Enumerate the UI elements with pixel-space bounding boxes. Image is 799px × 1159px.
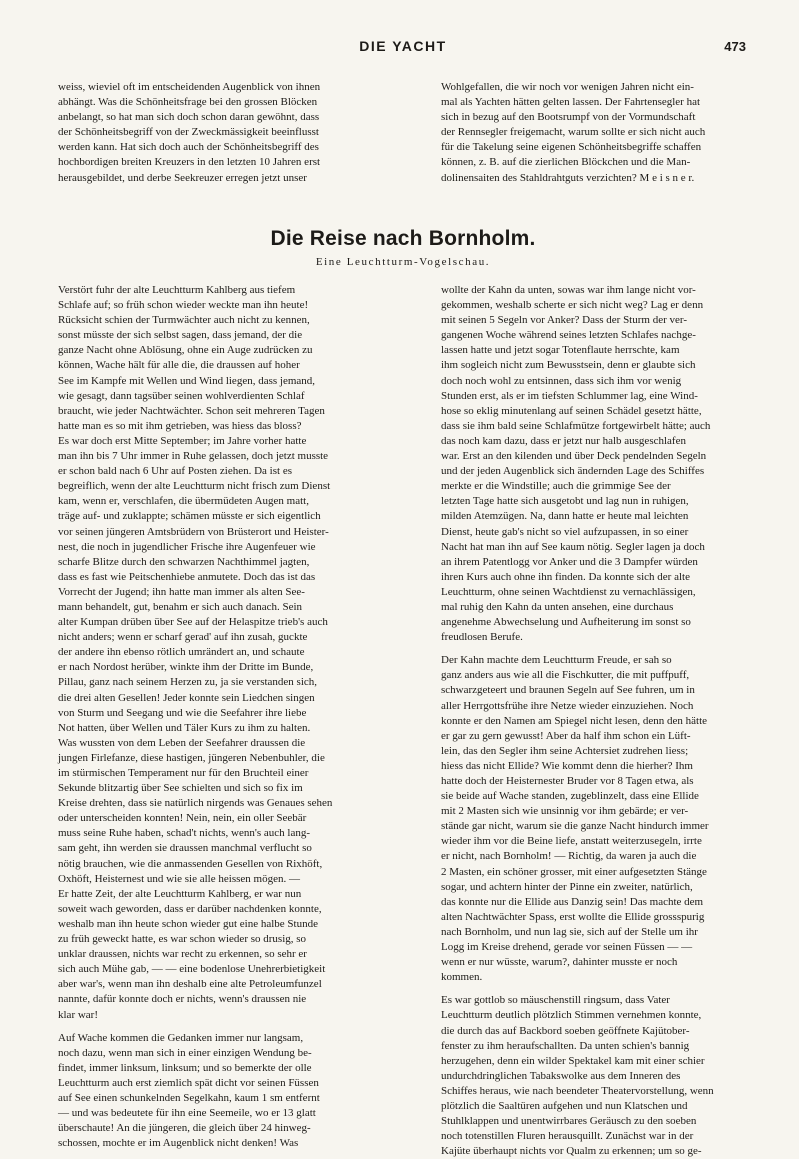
text-line: soweit wach geworden, dass er darüber nachdenken konnte, <box>58 902 322 915</box>
text-line: Leuchtturm, ohne seinen Wachtdienst zu vernachlässigen, <box>441 585 696 598</box>
text-line: hochbordigen breiten Kreuzers in den letzten 10 Jahren erst <box>58 156 321 169</box>
text-line: Sekunde blitzartig über See schielten und sich so fix im <box>58 782 303 795</box>
text-line: das konnte nur die Ellide aus Danzig sein! Das machte dem <box>441 895 704 908</box>
text-line: Stunden erst, als er im tiefsten Schlummer lag, eine Wind- <box>441 389 698 402</box>
text-line: milden Atemzügen. Na, dann hatte er heute mal leichten <box>441 510 689 523</box>
text-line: das noch kam dazu, dass er jetzt nur halb ausgeschlafen <box>441 434 686 447</box>
text-line: werden kann. Hat sich doch auch der Schönheitsbegriff des <box>58 141 319 154</box>
running-title: DIE YACHT <box>359 38 447 54</box>
text-line: kommen. <box>441 971 483 984</box>
text-line: lassen hatte und jetzt sogar Totenflaute herrschte, kam <box>441 344 680 357</box>
text-line: ihren Kurs auch ohne ihn finden. Da konnte sich der alte <box>441 570 690 583</box>
text-line: für die Takelung seine eigenen Schönheitsbegriffe schaffen <box>441 141 702 154</box>
paragraph-gap <box>58 1023 382 1031</box>
text-line: scharfe Blitze durch den schwarzen Nachthimmel jagten, <box>58 555 310 568</box>
text-line: Logg im Kreise drehend, gerade vor seinen Füssen — — <box>441 941 693 954</box>
text-line: träge auf- und zuklappte; schämen müsste er sich eigentlich <box>58 510 321 523</box>
text-line: mit seinen 5 Segeln vor Anker? Dass der Sturm der ver- <box>441 314 687 327</box>
text-line: wollte der Kahn da unten, sowas war ihm lange nicht vor- <box>441 284 696 296</box>
text-line: ganz anders aus wie all die Fischkutter, die mit puffpuff, <box>441 669 690 682</box>
text-line: herausgebildet, und derbe Seekreuzer erregen jetzt unser <box>58 171 307 184</box>
text-line: aber war's, wenn man ihn deshalb eine alte Petroleumfunzel <box>58 978 322 991</box>
text-line: jungen Firlefanze, diese hastigen, jüngeren Nebenbuhler, die <box>58 751 325 764</box>
text-line: nest, die noch in jugendlicher Frische ihre Augenfeuer wie <box>58 540 316 553</box>
text-line: aller Herrgottsfrühe ihre Netze wieder einzuziehen. Noch <box>441 699 694 712</box>
text-line: Kajüte überhaupt nichts vor Qualm zu erkennen; um so ge- <box>441 1145 702 1158</box>
text-line: er gar zu gern gewusst! Aber da half ihm schon ein Lüft- <box>441 729 691 742</box>
text-line: sich in bezug auf den Bootsrumpf von der Vormundschaft <box>441 111 696 124</box>
article-right-column <box>441 283 748 1159</box>
text-line: abhängt. Was die Schönheitsfrage bei den grossen Blöcken <box>58 96 318 109</box>
text-line: dass sie ihm bald seine Schlafmütze fortgewirbelt hätte; auch <box>441 419 711 432</box>
text-line: noch totenstillen Fluren herausquillt. Zunächst war in der <box>441 1130 694 1143</box>
magazine-page <box>58 36 748 1158</box>
text-line: merkte er die Windstille; auch die grimmige See der <box>441 480 671 493</box>
text-line: man ihn bis 7 Uhr immer in Ruhe gelassen, doch jetzt musste <box>58 450 329 463</box>
text-line: ihm sogleich nicht zum Bewusstsein, denn er glaubte sich <box>441 359 696 372</box>
text-line: oder unterscheiden konnten! Nein, nein, ein oller Seebär <box>58 812 307 825</box>
text-line: wieder ihm vor die Beine liefe, anstatt weiterzusegeln, irrte <box>441 835 702 848</box>
text-line: Nacht hat man ihn auf See kaum nötig. Segler lagen ja doch <box>441 540 705 553</box>
text-line: Leuchtturm deutlich plötzlich Stimmen vernehmen konnte, <box>441 1009 702 1022</box>
text-line: wie gesagt, dann tagsüber seinen wohlverdienten Schlaf <box>58 389 305 402</box>
text-line: Auf Wache kommen die Gedanken immer nur langsam, <box>58 1031 304 1044</box>
text-line: können, z. B. auf die zierlichen Blöckchen und die Man- <box>441 156 691 169</box>
text-line: herzugehen, denn ein wilder Spektakel kam mit einer schier <box>441 1054 705 1067</box>
text-line: muss seine Ruhe haben, schad't nichts, wenn's auch lang- <box>58 827 311 840</box>
text-line: kam, wenn er, verschlafen, die übermüdeten Augen matt, <box>58 495 309 508</box>
text-line: — und was bedeutete für ihn eine Seemeile, wo er 13 glatt <box>58 1107 316 1120</box>
text-line: konnte er den Namen am Spiegel nicht lesen, denn den hätte <box>441 714 708 727</box>
text-line: sonst müsste der sich selbst sagen, dass jemand, der die <box>58 329 303 342</box>
text-line: stände gar nicht, warum sie die ganze Nacht hindurch immer <box>441 820 709 833</box>
text-line: die drei alten Gesellen! Jeder konnte sein Liedchen singen <box>58 691 315 704</box>
text-line: gekommen, weshalb scherte er sich nicht weg? Lag er denn <box>441 299 704 312</box>
text-line: findet, immer linksum, linksum; und so bemerkte der olle <box>58 1061 312 1074</box>
text-line: nannte, dafür konnte doch er nichts, wenn's draussen nie <box>58 993 307 1006</box>
text-line: unklar draussen, nichts war recht zu erkennen, so sehr er <box>58 948 307 961</box>
text-line: Pillau, ganz nach seinem Herzen zu, ja sie verstanden sich, <box>58 676 318 689</box>
text-line: überschaute! An die jüngeren, die gleich über 24 hinweg- <box>58 1122 311 1135</box>
text-line: Kreise drehten, dass sie natürlich nirgends was Genaues sehen <box>58 797 333 810</box>
text-line: mann behandelt, gut, benahm er sich auch danach. Sein <box>58 600 303 613</box>
previous-article-right-column <box>441 80 748 186</box>
text-line: weshalb man ihn heute schon wieder gut eine halbe Stunde <box>58 917 318 930</box>
text-line: können, Wache hält für alle die, die draussen auf hoher <box>58 359 300 372</box>
text-line: sam geht, ihn werden sie draussen manchmal verflucht so <box>58 842 312 855</box>
text-line: nicht anders; wenn er scharf gerad' auf ihn zusah, guckte <box>58 631 308 644</box>
text-line: anbelangt, so hat man sich doch schon daran gewöhnt, dass <box>58 111 320 124</box>
text-line: begreiflich, wenn der alte Leuchtturm nicht frisch zum Dienst <box>58 480 331 493</box>
text-line: nötig brauchen, wie die anmassenden Gesellen von Rixhöft, <box>58 857 323 870</box>
text-line: sich auch Mühe gab, — — eine bodenlose Unehrerbietigkeit <box>58 963 326 976</box>
text-line: hatte man es so mit ihm getrieben, was hiess das bloss? <box>58 419 302 432</box>
text-line: fenster zu ihm heraufschallten. Da unten schien's bannig <box>441 1039 690 1052</box>
text-line: der Schönheitsbegriff von der Zweckmässigkeit beeinflusst <box>58 126 319 139</box>
text-line: alter Kumpan drüben über See auf der Helaspitze trieb's auch <box>58 616 328 629</box>
text-line: Schlafe auf; so früh schon wieder weckte man ihn heute! <box>58 299 309 312</box>
paragraph-gap <box>441 985 748 993</box>
text-line: er nach Nordost herüber, winkte ihm der Dritte im Bunde, <box>58 661 314 674</box>
text-line: Not hatten, über Wellen und Täler Kurs zu ihm zu halten. <box>58 721 311 734</box>
text-line: 2 Masten, ein schöner grosser, mit einer aufgesetzten Stänge <box>441 865 707 878</box>
text-line: zu früh geweckt hatte, es war schon wieder so drusig, so <box>58 933 307 946</box>
text-line: ganze Nacht ohne Ablösung, ohne ein Auge zudrücken zu <box>58 344 313 357</box>
text-line: sie beide auf Wache standen, zugeblinzelt, dass eine Ellide <box>441 790 699 803</box>
text-line: hose so eklig minutenlang auf seinen Schädel gesetzt hätte, <box>441 404 702 417</box>
text-line: gangenen Woche während seines letzten Schlafes nachge- <box>441 329 696 342</box>
text-line: dolinensaiten des Stahldrahtguts verzichten? M e i s n e r. <box>441 171 695 184</box>
text-line: Rücksicht schien der Turmwächter auch nicht zu kennen, <box>58 314 310 327</box>
text-line: sogar, und achtern hinter der Pinne ein zweiter, natürlich, <box>441 880 693 893</box>
text-line: undurchdringlichen Tabakswolke aus dem Inneren des <box>441 1069 681 1082</box>
text-line: die durch das auf Backbord soeben geöffnete Kajütober- <box>441 1024 690 1037</box>
text-line: lein, das den Segler ihm seine Achtersiet zudrehen liess; <box>441 744 689 757</box>
text-line: braucht, wie jeder Nachtwächter. Schon seit mehreren Tagen <box>58 404 325 417</box>
text-line: an ihrem Patentlogg vor Anker und die 3 Dampfer würden <box>441 555 698 568</box>
text-line: mit 2 Masten sich wie unsinnig vor ihm gebärde; er ver- <box>441 805 689 818</box>
text-line: alten Nachtwächter Spass, erst wollte die Ellide grossspurig <box>441 910 705 923</box>
text-line: Verstört fuhr der alte Leuchtturm Kahlberg aus tiefem <box>58 284 296 296</box>
text-line: vor seinen jüngeren Amtsbrüdern von Brüsterort und Heister- <box>58 525 329 538</box>
text-line: von Sturm und Seegang und wie die Seefahrer ihre liebe <box>58 706 307 719</box>
text-line: Der Kahn machte dem Leuchtturm Freude, er sah so <box>441 654 672 667</box>
text-line: auf See einen schunkelnden Segelkahn, kaum 1 sm entfernt <box>58 1091 320 1104</box>
text-line: klar war! <box>58 1008 99 1021</box>
text-line: Es war gottlob so mäuschenstill ringsum, dass Vater <box>441 994 670 1007</box>
page-header <box>58 36 748 58</box>
text-line: Was wussten von dem Leben der Seefahrer draussen die <box>58 736 306 749</box>
previous-article-left-column <box>58 80 382 186</box>
text-line: schossen, mochte er im Augenblick nicht denken! Was <box>58 1137 299 1150</box>
text-line: im stürmischen Temperament nur für den Bruchteil einer <box>58 767 309 779</box>
text-line: plötzlich die Saaltüren aufgehen und nun Klatschen und <box>441 1099 688 1112</box>
text-line: der Rennsegler freigemacht, warum sollte er sich nicht auch <box>441 126 706 139</box>
text-line: noch dazu, wenn man sich in einer einzigen Wendung be- <box>58 1046 312 1059</box>
text-line: war. Erst an den kilenden und über Deck pendelnden Segeln <box>441 450 707 463</box>
text-line: letzten Tage hatte sich ausgetobt und lag nun in ruhigen, <box>441 495 689 508</box>
text-line: Vorrecht der Jugend; ihn hatte man immer als alten See- <box>58 585 305 598</box>
text-line: Er hatte Zeit, der alte Leuchtturm Kahlberg, er war nun <box>58 887 302 900</box>
text-line: Leuchtturm auch erst ziemlich spät dicht vor seinen Füssen <box>58 1076 319 1089</box>
text-line: schwarzgeteert und braunen Segeln auf See fuhren, um in <box>441 684 695 697</box>
text-line: Wohlgefallen, die wir noch vor wenigen Jahren nicht ein- <box>441 81 694 93</box>
text-line: mal als Yachten hätten gelten lassen. Der Fahrtensegler hat <box>441 96 701 109</box>
page-number: 473 <box>724 39 746 54</box>
text-line: hiess das nicht Ellide? Wie kommt denn die hierher? Ihm <box>441 759 693 772</box>
text-line: angenehme Abwechselung und Aufheiterung im sonst so <box>441 616 691 629</box>
text-line: Schiffes heraus, wie nach beendeter Theatervorstellung, wenn <box>441 1084 714 1097</box>
text-line: Dienst, heute gab's nicht so viel aufzupassen, in so einer <box>441 525 689 538</box>
article-subtitle: Eine Leuchtturm-Vogelschau. <box>315 256 491 268</box>
text-line: er nicht, nach Bornholm! — Richtig, da waren ja auch die <box>441 850 697 863</box>
text-line: Es war doch erst Mitte September; im Jahre vorher hatte <box>58 434 307 447</box>
text-line: nach Bornholm, und nun lag sie, sich auf der Stelle um ihr <box>441 925 698 938</box>
text-line: mal ruhig den Kahn da unten ansehen, eine durchaus <box>441 600 674 613</box>
text-line: hatte doch der Heisternester Bruder vor 8 Tagen etwa, als <box>441 775 694 787</box>
text-line: weiss, wieviel oft im entscheidenden Augenblick von ihnen <box>58 81 321 93</box>
paragraph-gap <box>441 645 748 653</box>
text-line: freudlosen Berufe. <box>441 631 523 644</box>
text-line: der andere ihn ebenso rötlich umrändert an, und schaute <box>58 646 305 659</box>
text-line: wenn er nur wüsste, warum?, dahinter musste er noch <box>441 956 678 969</box>
text-line: doch noch wohl zu entsinnen, dass sich ihm vor wenig <box>441 374 682 387</box>
text-line: See im Kampfe mit Wellen und Wind liegen, dass jemand, <box>58 374 316 387</box>
text-line: Stuhlklappen und unentwirrbares Geräusch zu den soeben <box>441 1115 697 1128</box>
text-line: und der jeden Augenblick sich ändernden Lage des Schiffes <box>441 465 705 478</box>
text-line: er schon bald nach 6 Uhr auf Posten ziehen. Da ist es <box>58 465 292 478</box>
article-left-column <box>58 283 382 1151</box>
article-title: Die Reise nach Bornholm. <box>270 227 536 250</box>
text-line: dass es fast wie Peitschenhiebe anmutete. Doch das ist das <box>58 570 316 583</box>
text-line: Oxhöft, Heisternest und wie sie alle heissen mögen. — <box>58 872 300 885</box>
